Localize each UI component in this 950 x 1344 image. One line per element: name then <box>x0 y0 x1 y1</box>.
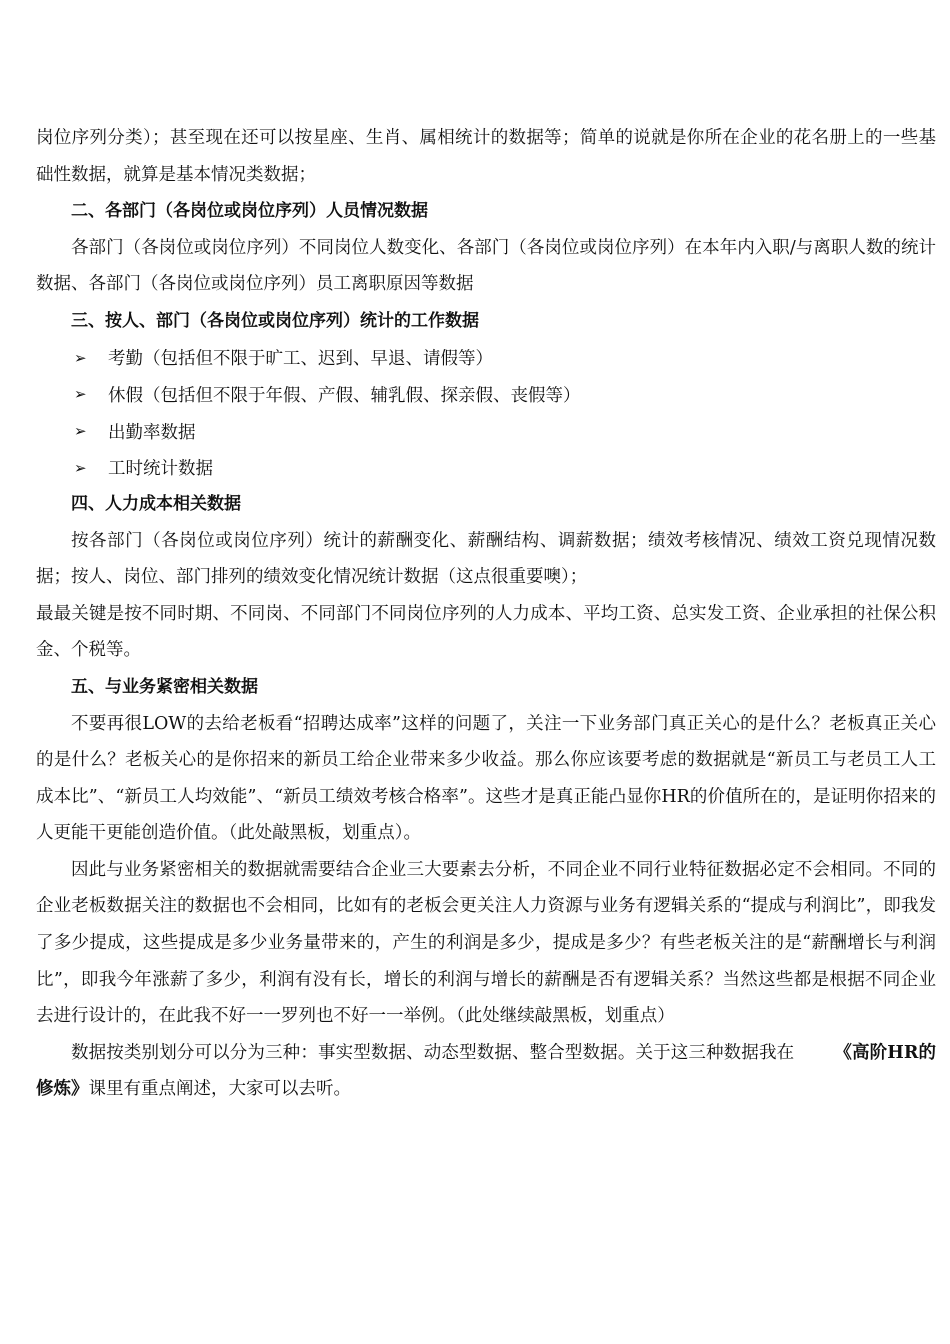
list-item <box>36 449 936 486</box>
section-heading-5: 五、与业务紧密相关数据 <box>71 676 258 697</box>
paragraph-basic-data: 岗位序列分类）；甚至现在还可以按星座、生肖、属相统计的数据等；简单的说就是你所在企业的花名册上的一些基础性数据，就算是基本情况类数据； <box>36 128 936 185</box>
arrow-bullet-icon: ➢ <box>74 458 87 477</box>
list-item <box>36 413 936 450</box>
list-item-text: 考勤（包括但不限于旷工、迟到、早退、请假等） <box>108 349 493 370</box>
paragraph-labor-cost-1: 按各部门（各岗位或岗位序列）统计的薪酬变化、薪酬结构、调薪数据；绩效考核情况、绩效工资兑现情况数据；按人、岗位、部门排列的绩效变化情况统计数据（这点很重要噢）； <box>36 530 936 588</box>
paragraph-business-data-2: 因此与业务紧密相关的数据就需要结合企业三大要素去分析，不同企业不同行业特征数据必定不会相同。不同的企业老板数据关注的数据也不会相同，比如有的老板会更关注人力资源与业务有逻辑关系的“提成与利润比”，即我发了多少提成，这些提成是多少业务量带来的，产生的利润是多少，提成是多少？有些老板关注的是“薪酬增长与利润比”，即我今年涨薪了多少，利润有没有长，增长的利润与增长的薪酬是否有逻辑关系？当然这些都是根据不同企业去进行设计的，在此我不好一一罗列也不好一一举例。（此处继续敲黑板，划重点） <box>36 859 936 1027</box>
arrow-bullet-icon: ➢ <box>74 348 87 367</box>
list-item <box>36 376 936 413</box>
document-page <box>36 120 936 1108</box>
paragraph-department-personnel: 各部门（各岗位或岗位序列）不同岗位人数变化、各部门（各岗位或岗位序列）在本年内入职/与离职人数的统计数据、各部门（各岗位或岗位序列）员工离职原因等数据 <box>36 237 936 295</box>
section-heading-2: 二、各部门（各岗位或岗位序列）人员情况数据 <box>71 201 428 222</box>
list-item-text: 出勤率数据 <box>108 422 196 443</box>
paragraph-data-types <box>36 1035 936 1108</box>
list-item-text: 休假（包括但不限于年假、产假、辅乳假、探亲假、丧假等） <box>108 385 581 406</box>
paragraph-labor-cost-2: 最最关键是按不同时期、不同岗、不同部门不同岗位序列的人力成本、平均工资、总实发工资、企业承担的社保公积金、个税等。 <box>36 603 936 661</box>
section-heading-4: 四、人力成本相关数据 <box>71 493 241 514</box>
data-types-text: 数据按类别划分可以分为三种：事实型数据、动态型数据、整合型数据。关于这三种数据我在 <box>71 1042 795 1063</box>
data-types-tail: 课里有重点阐述，大家可以去听。 <box>88 1079 351 1100</box>
section-heading-3: 三、按人、部门（各岗位或岗位序列）统计的工作数据 <box>71 310 479 331</box>
list-item-text: 工时统计数据 <box>108 459 213 480</box>
arrow-bullet-icon: ➢ <box>74 385 87 404</box>
paragraph-business-data-1: 不要再很LOW的去给老板看“招聘达成率”这样的问题了，关注一下业务部门真正关心的是什么？老板真正关心的是什么？老板关心的是你招来的新员工给企业带来多少收益。那么你应该要考虑的数据就是“新员工与老员工人工成本比”、“新员工人均效能”、“新员工绩效考核合格率”。这些才是真正能凸显你HR的价值所在的，是证明你招来的人更能干更能创造价值。（此处敲黑板，划重点）。 <box>36 713 936 844</box>
list-item <box>36 340 936 377</box>
arrow-bullet-icon: ➢ <box>74 422 87 441</box>
course-title: 《高阶HR的修炼》 <box>36 1042 937 1100</box>
